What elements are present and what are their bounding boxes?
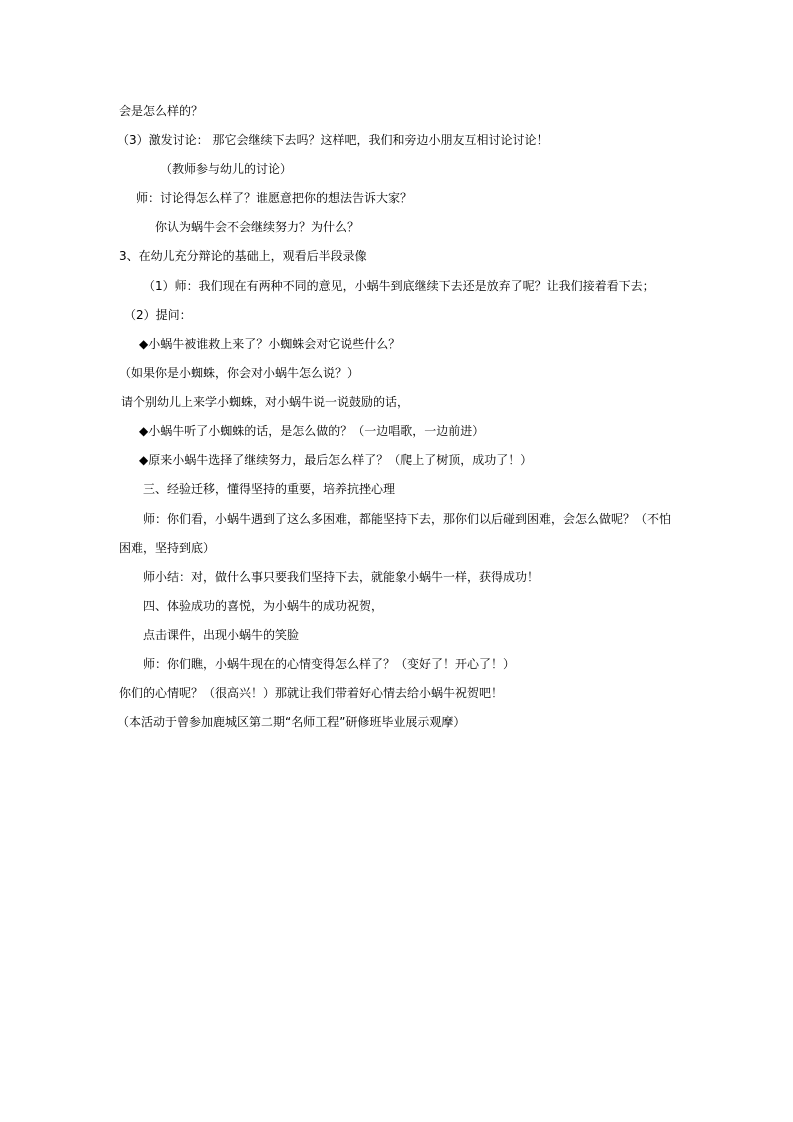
text-line: （本活动于曾参加鹿城区第二期“名师工程”研修班毕业展示观摩） [117, 715, 466, 729]
text-line: 师：你们看，小蜗牛遇到了这么多困难，都能坚持下去，那你们以后碰到困难，会怎么做呢？（不怕 [143, 512, 672, 526]
text-line: 困难，坚持到底） [119, 541, 216, 555]
text-line: 你认为蜗牛会不会继续努力？为什么？ [155, 220, 360, 234]
text-line: 三、经验迁移，懂得坚持的重要，培养抗挫心理 [143, 482, 396, 496]
text-line: 3、在幼儿充分辩论的基础上，观看后半段录像 [119, 249, 367, 263]
text-line: （3）激发讨论： 那它会继续下去吗？这样吧，我们和旁边小朋友互相讨论讨论！ [117, 133, 549, 147]
text-line: ◆原来小蜗牛选择了继续努力，最后怎么样了？（爬上了树顶，成功了！） [139, 453, 533, 467]
text-line: 师小结：对，做什么事只要我们坚持下去，就能象小蜗牛一样，获得成功！ [143, 570, 540, 584]
text-line: 师：讨论得怎么样了？谁愿意把你的想法告诉大家？ [136, 191, 413, 205]
text-line: 你们的心情呢？（很高兴！）那就让我们带着好心情去给小蜗牛祝贺吧！ [119, 686, 504, 700]
text-line: ◆小蜗牛被谁救上来了？小蜘蛛会对它说些什么？ [139, 337, 401, 351]
text-line: 请个别幼儿上来学小蜘蛛，对小蜗牛说一说鼓励的话， [121, 395, 410, 409]
text-line: （2）提问： [124, 308, 192, 322]
text-line: 四、体验成功的喜悦，为小蜗牛的成功祝贺， [143, 599, 384, 613]
text-line: （教师参与幼儿的讨论） [160, 162, 293, 176]
text-line: ◆小蜗牛听了小蜘蛛的话，是怎么做的？（一边唱歌，一边前进） [139, 424, 485, 438]
text-line: 会是怎么样的？ [119, 104, 204, 118]
text-line: 师：你们瞧，小蜗牛现在的心情变得怎么样了？（变好了！开心了！） [143, 657, 516, 671]
text-line: （如果你是小蜘蛛，你会对小蜗牛怎么说？） [119, 366, 360, 380]
text-line: 点击课件，出现小蜗牛的笑脸 [143, 628, 300, 642]
text-line: （1）师：我们现在有两种不同的意见，小蜗牛到底继续下去还是放弃了呢？让我们接着看下去； [143, 279, 655, 293]
